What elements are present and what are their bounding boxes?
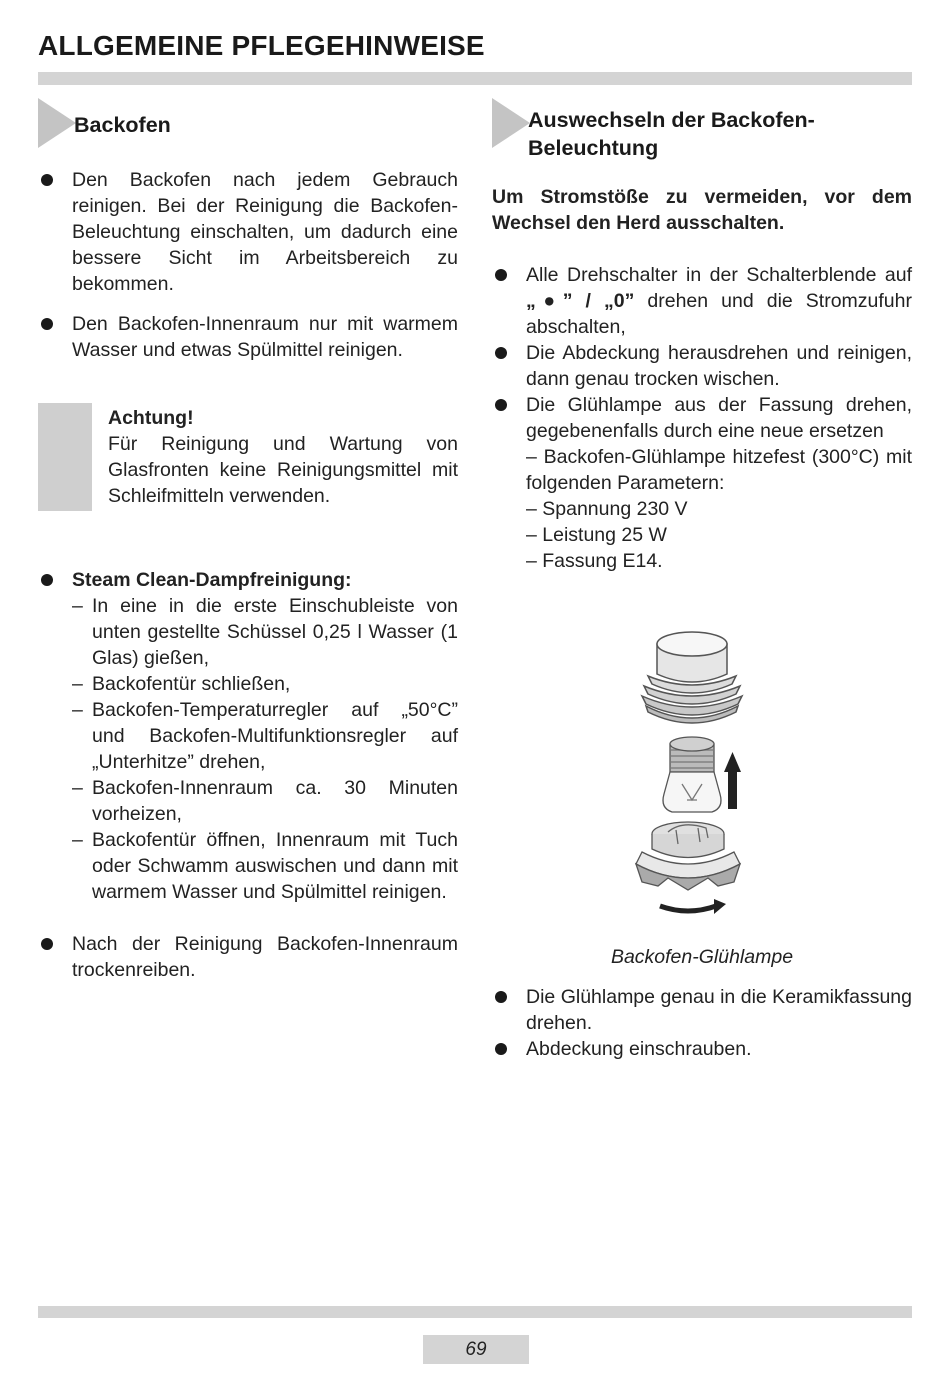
bullet-icon [495, 269, 507, 281]
section-header-backofen [38, 95, 458, 155]
list-item: Die Glühlampe genau in die Keramikfassung drehen. [492, 984, 912, 1036]
section-header-beleuchtung [492, 95, 912, 167]
list-item: Den Backofen-Innenraum nur mit warmem Wasser und etwas Spülmittel reinigen. [38, 311, 458, 363]
spec-line: – Spannung 230 V [526, 498, 688, 520]
warning-text [108, 405, 458, 509]
lamp-illustration [492, 594, 912, 954]
right-column [492, 95, 912, 1062]
steam-clean-title: Steam Clean-Dampfreinigung: [72, 569, 352, 591]
section-title: Backofen [74, 113, 171, 137]
step-item: – In eine in die erste Einschubleiste von unten gestellte Schüssel 0,25 l Wasser (1 Glas) gießen, [72, 595, 458, 669]
bullet-icon [495, 399, 507, 411]
triangle-icon [38, 98, 76, 148]
figure-caption: Backofen-Glühlampe [610, 946, 794, 968]
warning-box [38, 403, 458, 513]
warning-bar [38, 403, 92, 511]
bullet-icon [495, 347, 507, 359]
cover-cap-icon [642, 632, 742, 723]
warning-body: Für Reinigung und Wartung von Glasfronten keine Reinigungsmittel mit Schleifmitteln verwenden. [108, 433, 458, 507]
list-item: Nach der Reinigung Backofen-Innenraum trockenreiben. [38, 931, 458, 983]
top-rule [38, 72, 912, 85]
list-item: Alle Drehschalter in der Schalterblende auf „●” / „0” drehen und die Stromzufuhr abschalten, [492, 262, 912, 340]
warning-title: Achtung! [108, 407, 194, 429]
bullet-icon [41, 318, 53, 330]
page-number: 69 [423, 1335, 529, 1364]
bullet-icon [41, 174, 53, 186]
list-item: Abdeckung einschrauben. [492, 1036, 912, 1062]
step-item: – Backofentür öffnen, Innenraum mit Tuch oder Schwamm auswischen und dann mit warmem Wasser und Spülmittel reinigen. [72, 829, 458, 903]
safety-warning: Um Stromstöße zu vermeiden, vor dem Wechsel den Herd ausschalten. [492, 186, 912, 234]
triangle-icon [492, 98, 530, 148]
steam-clean-item [38, 567, 458, 593]
spec-line: – Backofen-Glühlampe hitzefest (300°C) mit folgenden Parametern: [526, 446, 912, 494]
lamp-replacement-diagram [492, 594, 912, 954]
socket-icon [636, 822, 740, 890]
step-item: – Backofentür schließen, [72, 673, 291, 695]
list-item: Die Glühlampe aus der Fassung drehen, gegebenenfalls durch eine neue ersetzen – Backofen-Glühlampe hitzefest (300°C) mit folgenden Parametern: – Spannung 230 V – Leistung 25 W – Fassung E14. [492, 392, 912, 574]
bullet-icon [41, 574, 53, 586]
spec-line: – Leistung 25 W [526, 524, 667, 546]
light-bulb-icon [663, 737, 721, 812]
list-item: Den Backofen nach jedem Gebrauch reinigen. Bei der Reinigung die Backofen-Beleuchtung einschalten, um dadurch eine bessere Sicht im Arbeitsbereich zu bekommen. [38, 167, 458, 297]
arrow-up-icon [724, 752, 741, 809]
bottom-rule [38, 1306, 912, 1318]
page-title: ALLGEMEINE PFLEGEHINWEISE [38, 30, 485, 61]
step-item: – Backofen-Innenraum ca. 30 Minuten vorheizen, [72, 777, 458, 825]
spec-line: – Fassung E14. [526, 550, 663, 572]
bullet-icon [41, 938, 53, 950]
steam-clean-steps [38, 593, 458, 905]
rotate-arrow-icon [660, 899, 726, 914]
left-column [38, 95, 458, 983]
section-title: Auswechseln der Backofen- Beleuchtung [528, 108, 815, 160]
bullet-icon [495, 1043, 507, 1055]
list-item: Die Abdeckung herausdrehen und reinigen, dann genau trocken wischen. [492, 340, 912, 392]
bullet-icon [495, 991, 507, 1003]
step-item: – Backofen-Temperaturregler auf „50°C” und Backofen-Multifunktionsregler auf „Unterhitze” drehen, [72, 699, 458, 773]
